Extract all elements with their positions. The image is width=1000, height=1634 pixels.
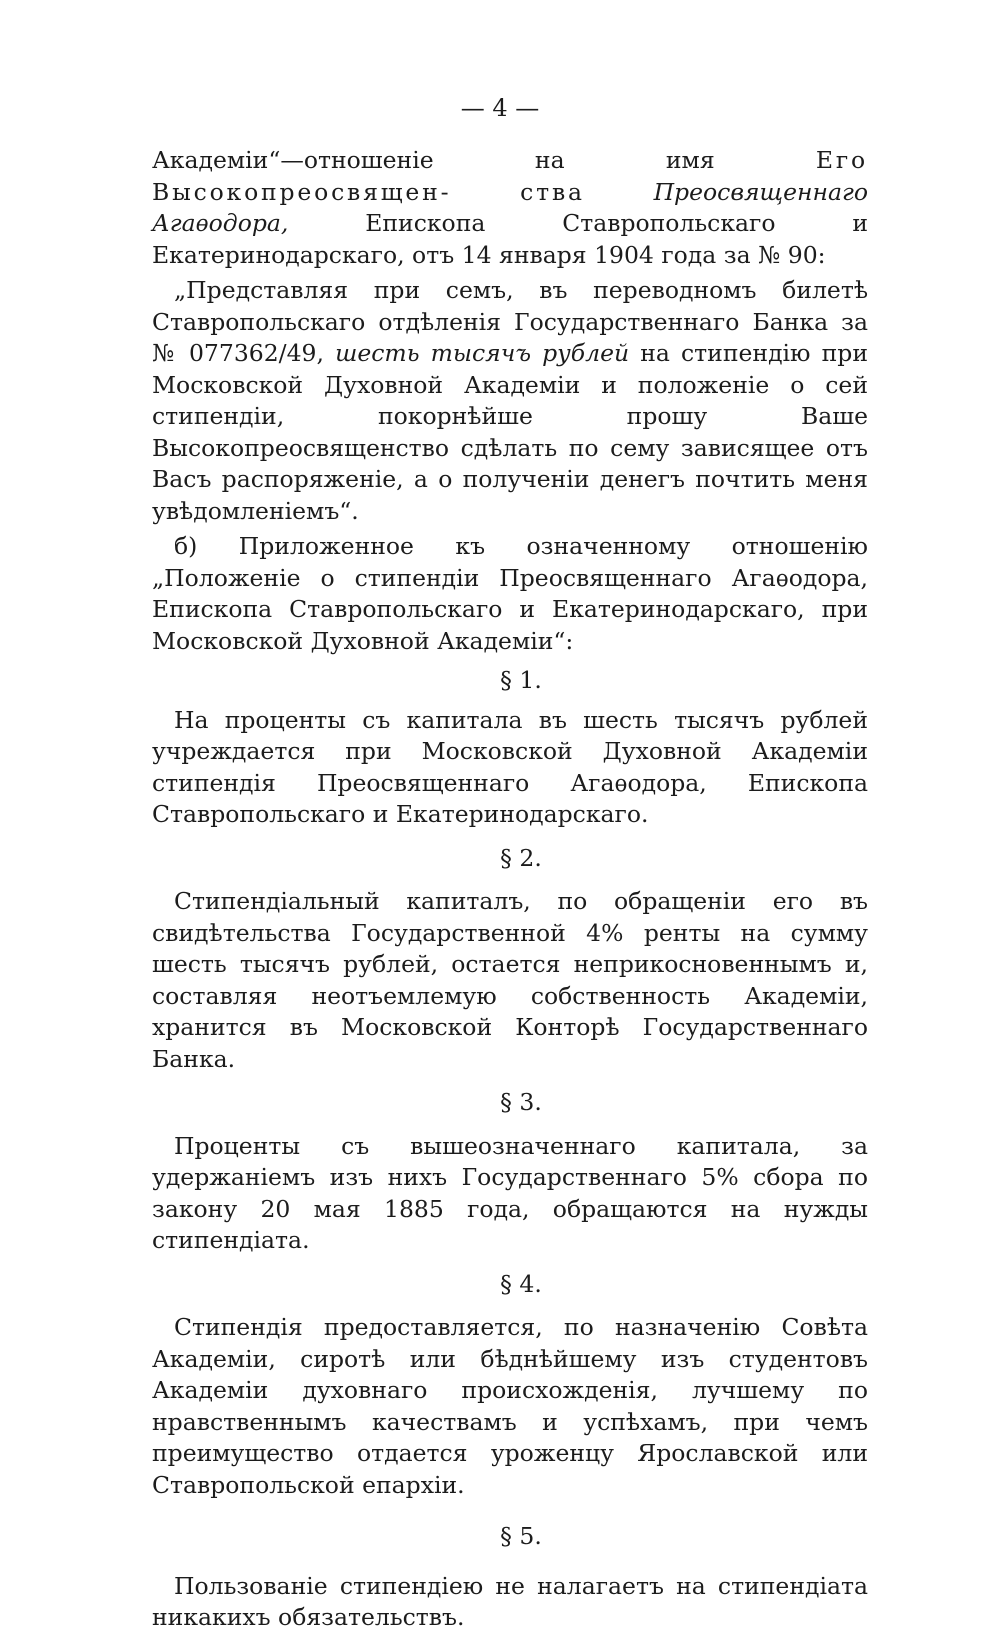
section-text: Стипендія предоставляется, по назначенію Совѣта Академіи, сиротѣ или бѣднѣйшему изъ студентовъ Академіи духовнаго происхожденія, лучшему по нравственнымъ качествамъ и успѣхамъ, при чемъ преимущество отдается уроженцу Ярославской или Ставропольской епархіи. [152,1313,868,1499]
document-body [152,145,868,1634]
section-text: Проценты съ вышеозначеннаго капитала, за удержаніемъ изъ нихъ Государственнаго 5% сбора по закону 20 мая 1885 года, обращаются на нужды стипендіата. [152,1131,868,1254]
intro-bishop-name: Преосвященнаго Агаѳодора, [152,177,868,237]
quote-amount-italic: шесть тысячъ рублей [335,339,630,367]
section-heading: § 2. [500,843,542,872]
section-heading: § 5. [500,1522,542,1550]
section-heading: § 3. [500,1088,542,1116]
intro-paragraph [152,145,868,271]
intro-spaced-title-end: ства [520,177,585,206]
intro-text-rest: Епископа Ставропольскаго и Екатеринодарскаго, отъ 14 января 1904 года за № 90: [152,209,868,269]
quote-part2: на стипендію при Московской Духовной Академіи и положеніе о сей стипендіи, покорнѣйше прошу Ваше Высокопреосвященство сдѣлать по сему зависящее отъ Васъ распоряженіе, а о полученіи денегъ почтить меня увѣдомленіемъ“. [152,339,868,525]
section-heading: § 4. [500,1269,542,1298]
section-heading: § 1. [500,666,542,694]
quote-paragraph [152,275,868,527]
intro-spaced-title: Его Высокопреосвящен- [152,146,868,206]
section-text: Пользованіе стипендіею не налагаетъ на стипендіата никакихъ обязательствъ. [152,1571,868,1631]
intro-text-a: Академіи“—отношеніе на имя [152,146,816,174]
section-text: Стипендіальный капиталъ, по обращеніи его въ свидѣтельства Государственной 4% ренты на сумму шесть тысячъ рублей, остается неприкосновеннымъ и, составляя неотъемлемую собственность Академіи, хранится въ Московской Конторѣ Государственнаго Банка. [152,887,868,1073]
enclosure-paragraph: б) Приложенное къ означенному отношенію „Положеніе о стипендіи Преосвященнаго Агаѳодора, Епископа Ставропольскаго и Екатеринодарскаго, при Московской Духовной Академіи“: [152,532,868,655]
page-number: — 4 — [460,94,540,122]
section-text: На проценты съ капитала въ шесть тысячъ рублей учреждается при Московской Духовной Академіи стипендія Преосвященнаго Агаѳодора, Епископа Ставропольскаго и Екатеринодарскаго. [152,705,868,828]
quote-part1: „Представляя при семъ, въ переводномъ билетѣ Ставропольскаго отдѣленія Государственнаго Банка за № 077362/49, [152,276,868,367]
